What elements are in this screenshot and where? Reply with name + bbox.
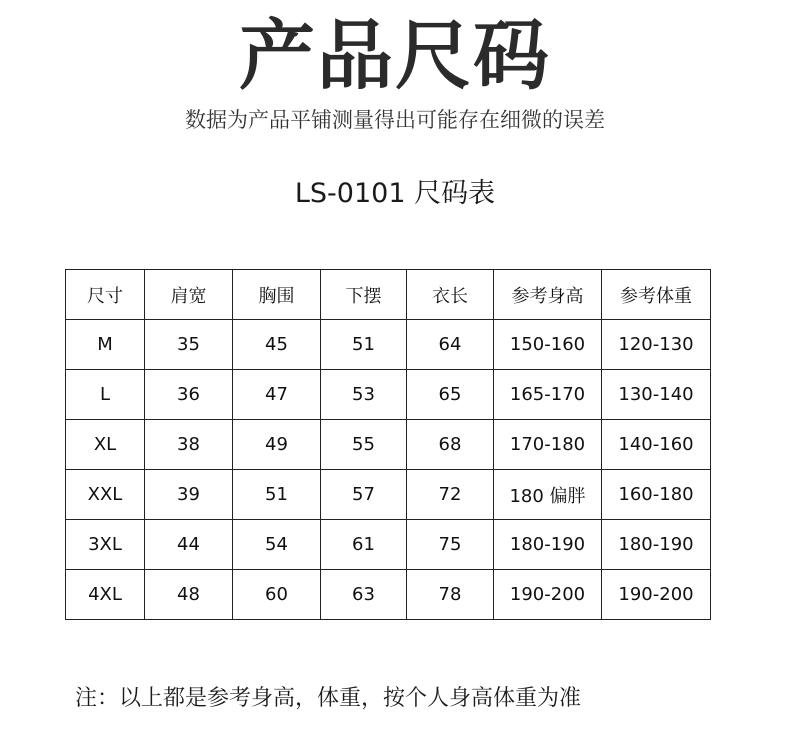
table-cell: 165-170 (494, 370, 602, 420)
table-cell: 190-200 (602, 570, 711, 620)
table-cell: L (66, 370, 145, 420)
table-cell: 53 (321, 370, 407, 420)
table-cell: 150-160 (494, 320, 602, 370)
table-cell: 75 (407, 520, 494, 570)
size-chart-title: LS-0101 尺码表 (294, 178, 496, 209)
table-cell: 35 (145, 320, 233, 370)
table-cell: M (66, 320, 145, 370)
table-cell: 180-190 (602, 520, 711, 570)
table-cell: 39 (145, 470, 233, 520)
table-cell: 170-180 (494, 420, 602, 470)
table-cell: 140-160 (602, 420, 711, 470)
page-title: 产品尺码 (239, 11, 551, 100)
table-row (66, 320, 711, 370)
table-cell: XXL (66, 470, 145, 520)
table-row (66, 470, 711, 520)
table-row (66, 570, 711, 620)
table-cell: 64 (407, 320, 494, 370)
table-cell: 60 (233, 570, 321, 620)
table-cell: 63 (321, 570, 407, 620)
table-cell: 120-130 (602, 320, 711, 370)
table-cell: 44 (145, 520, 233, 570)
table-cell: 3XL (66, 520, 145, 570)
table-cell: 48 (145, 570, 233, 620)
table-cell: 68 (407, 420, 494, 470)
table-row (66, 520, 711, 570)
table-cell: 38 (145, 420, 233, 470)
table-cell: 190-200 (494, 570, 602, 620)
table-cell: 54 (233, 520, 321, 570)
table-header-row (66, 270, 711, 320)
column-header-hem: 下摆 (321, 270, 407, 320)
measurement-disclaimer: 数据为产品平铺测量得出可能存在细微的误差 (185, 108, 605, 132)
column-header-chest: 胸围 (233, 270, 321, 320)
table-cell: 72 (407, 470, 494, 520)
table-cell: 180 偏胖 (494, 470, 602, 520)
table-row (66, 370, 711, 420)
table-cell: 180-190 (494, 520, 602, 570)
table-cell: 47 (233, 370, 321, 420)
table-cell: 160-180 (602, 470, 711, 520)
table-cell: XL (66, 420, 145, 470)
table-cell: 45 (233, 320, 321, 370)
column-header-shoulder: 肩宽 (145, 270, 233, 320)
column-header-weight: 参考体重 (602, 270, 711, 320)
column-header-height: 参考身高 (494, 270, 602, 320)
table-cell: 57 (321, 470, 407, 520)
table-cell: 51 (233, 470, 321, 520)
table-row (66, 420, 711, 470)
table-cell: 65 (407, 370, 494, 420)
column-header-size: 尺寸 (66, 270, 145, 320)
table-cell: 49 (233, 420, 321, 470)
table-cell: 130-140 (602, 370, 711, 420)
table-cell: 61 (321, 520, 407, 570)
table-cell: 4XL (66, 570, 145, 620)
footer-note: 注：以上都是参考身高，体重，按个人身高体重为准 (75, 686, 582, 711)
table-cell: 78 (407, 570, 494, 620)
table-cell: 51 (321, 320, 407, 370)
table-cell: 36 (145, 370, 233, 420)
table-cell: 55 (321, 420, 407, 470)
column-header-length: 衣长 (407, 270, 494, 320)
size-chart-table (65, 269, 711, 620)
